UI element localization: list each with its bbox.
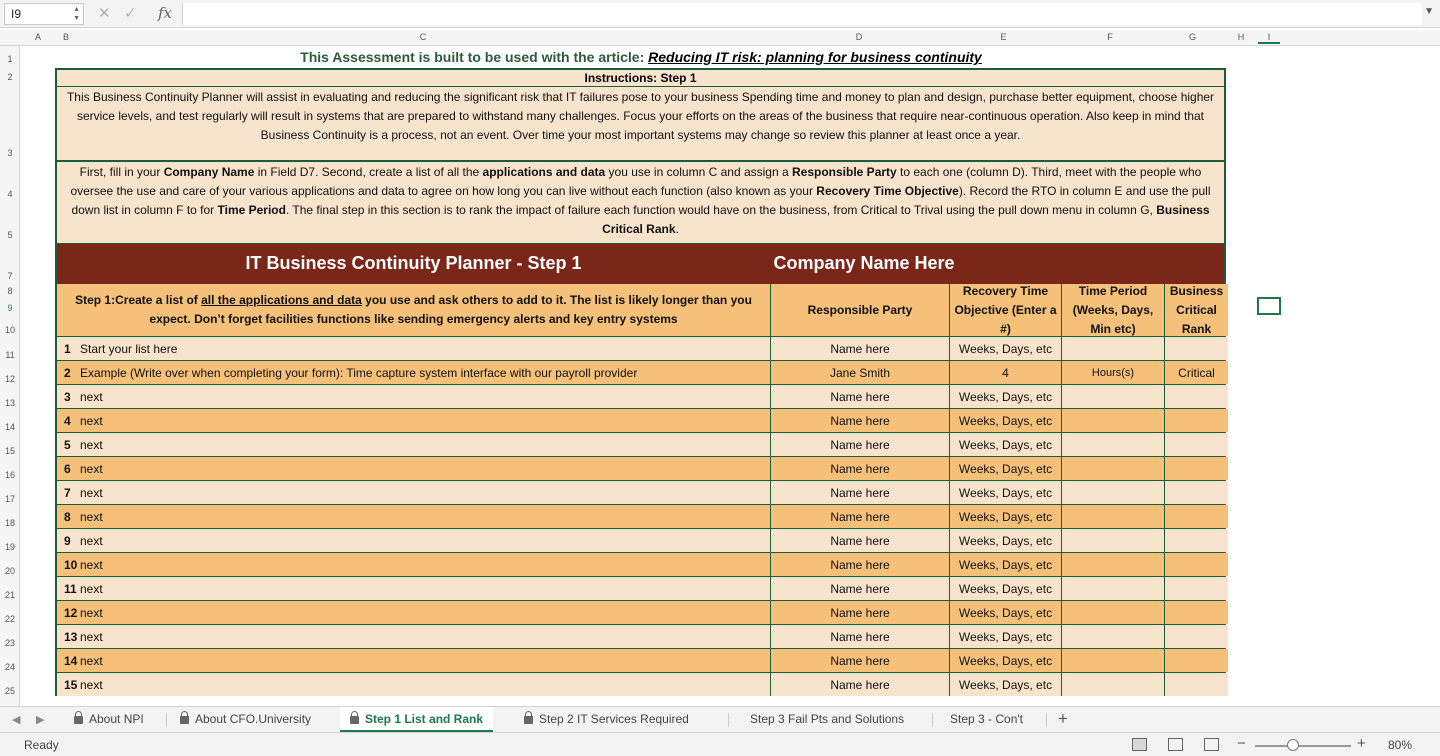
responsible-party-cell[interactable]: Name here [771, 529, 949, 552]
tab-divider [1046, 713, 1047, 727]
rto-cell[interactable]: Weeks, Days, etc [950, 337, 1061, 360]
row-number: 8 [64, 509, 71, 524]
column-header[interactable]: B [62, 32, 69, 42]
header-time-period[interactable]: Time Period (Weeks, Days, Min etc) [1062, 284, 1164, 336]
row-header[interactable]: 2 [7, 72, 13, 82]
column-header[interactable]: E [1000, 32, 1007, 42]
row-number: 5 [64, 437, 71, 452]
time-period-cell[interactable] [1062, 625, 1164, 648]
responsible-party-cell[interactable]: Name here [771, 649, 949, 672]
sheet-tabs-bar [0, 706, 1440, 732]
tab-divider [728, 713, 729, 727]
rto-cell[interactable]: Weeks, Days, etc [950, 577, 1061, 600]
tab-divider [932, 713, 933, 727]
row-header[interactable]: 4 [7, 189, 13, 199]
row-headers [0, 46, 20, 706]
row-header[interactable]: 13 [4, 398, 15, 408]
rto-cell[interactable]: Weeks, Days, etc [950, 625, 1061, 648]
critical-rank-cell[interactable] [1165, 385, 1228, 408]
row-header[interactable]: 16 [4, 470, 15, 480]
row-header[interactable]: 20 [4, 566, 15, 576]
responsible-party-cell[interactable]: Name here [771, 433, 949, 456]
name-box[interactable] [4, 3, 84, 25]
row-number: 9 [64, 533, 71, 548]
application-cell[interactable] [57, 337, 770, 360]
application-name: next [80, 677, 103, 692]
time-period-cell[interactable] [1062, 409, 1164, 432]
column-header[interactable]: D [855, 32, 863, 42]
tab-step-2-it-services[interactable] [514, 707, 699, 732]
rto-cell[interactable]: Weeks, Days, etc [950, 649, 1061, 672]
rto-cell[interactable]: Weeks, Days, etc [950, 505, 1061, 528]
column-header[interactable]: G [1188, 32, 1196, 42]
row-header[interactable]: 23 [4, 638, 15, 648]
critical-rank-cell[interactable] [1165, 673, 1228, 696]
row-header[interactable]: 15 [4, 446, 15, 456]
application-cell[interactable] [57, 433, 770, 456]
application-cell[interactable] [57, 481, 770, 504]
lock-icon [350, 716, 359, 724]
row-number: 11 [64, 581, 77, 596]
application-cell[interactable] [57, 625, 770, 648]
critical-rank-cell[interactable] [1165, 553, 1228, 576]
critical-rank-cell[interactable] [1165, 577, 1228, 600]
critical-rank-cell[interactable] [1165, 409, 1228, 432]
application-name: next [80, 437, 103, 452]
row-number: 14 [64, 653, 78, 668]
instr-bold: Business Critical Rank [602, 203, 1210, 236]
name-box-value: I9 [11, 7, 22, 21]
row-header[interactable]: 14 [4, 422, 15, 432]
instr-text: in Field D7. Second, create a list of all the [254, 165, 483, 179]
column-header[interactable]: I [1258, 32, 1280, 44]
time-period-cell[interactable] [1062, 481, 1164, 504]
formula-input[interactable] [182, 3, 1422, 25]
application-name: next [80, 557, 103, 572]
application-name: next [80, 653, 103, 668]
critical-rank-cell[interactable] [1165, 457, 1228, 480]
application-cell[interactable] [57, 457, 770, 480]
critical-rank-cell[interactable] [1165, 649, 1228, 672]
application-cell[interactable] [57, 505, 770, 528]
row-number: 4 [64, 413, 71, 428]
critical-rank-cell[interactable] [1165, 505, 1228, 528]
application-name: next [80, 629, 103, 644]
responsible-party-cell[interactable]: Name here [771, 457, 949, 480]
worksheet[interactable] [20, 46, 1440, 706]
article-title-link[interactable]: Reducing IT risk: planning for business continuity [648, 49, 982, 65]
row-number: 12 [64, 605, 78, 620]
responsible-party-cell[interactable]: Name here [771, 481, 949, 504]
instr-bold: Company Name [163, 165, 255, 179]
row-header[interactable]: 9 [7, 303, 13, 313]
row-header[interactable]: 18 [4, 518, 15, 528]
instr-text: . The final step in this section is to rank the impact of failure each function would have on the business, from Critical to Trival using the pull down menu in column G, [285, 203, 1157, 217]
column-header[interactable]: A [34, 32, 41, 42]
application-name: next [80, 485, 103, 500]
instructions-title: Instructions: Step 1 [57, 70, 1224, 87]
critical-rank-cell[interactable] [1165, 529, 1228, 552]
column-headers [0, 30, 1440, 46]
tab-divider [166, 713, 167, 727]
row-number: 7 [64, 485, 71, 500]
row-header[interactable]: 19 [4, 542, 15, 552]
row-number: 15 [64, 677, 78, 692]
critical-rank-cell[interactable] [1165, 481, 1228, 504]
normal-view-icon[interactable] [1132, 738, 1147, 751]
planner-rows [57, 336, 1224, 696]
critical-rank-cell[interactable] [1165, 337, 1228, 360]
row-header[interactable]: 12 [4, 374, 15, 384]
column-header[interactable]: F [1107, 32, 1113, 42]
application-cell[interactable] [57, 385, 770, 408]
row-header[interactable]: 7 [7, 271, 13, 281]
time-period-cell[interactable] [1062, 433, 1164, 456]
column-header[interactable]: C [419, 32, 427, 42]
application-cell[interactable] [57, 553, 770, 576]
application-name: next [80, 389, 103, 404]
tab-label: Step 3 - Con't [950, 712, 1023, 726]
instr-bold: Responsible Party [792, 165, 897, 179]
instr-bold: Recovery Time Objective [816, 184, 959, 198]
zoom-out-icon[interactable]: − [1237, 735, 1246, 752]
row-number: 6 [64, 461, 71, 476]
application-name: next [80, 533, 103, 548]
time-period-cell[interactable] [1062, 577, 1164, 600]
function-icon[interactable]: fx [158, 4, 173, 22]
rto-cell[interactable]: Weeks, Days, etc [950, 481, 1061, 504]
responsible-party-cell[interactable]: Name here [771, 673, 949, 696]
planner-title: IT Business Continuity Planner - Step 1 [245, 253, 582, 273]
row-header[interactable]: 25 [4, 686, 15, 696]
critical-rank-cell[interactable] [1165, 625, 1228, 648]
instr-bold: applications and data [482, 165, 606, 179]
row-number: 2 [64, 365, 71, 380]
tab-about-npi[interactable] [64, 707, 154, 732]
status-text: Ready [24, 738, 59, 752]
time-period-cell[interactable] [1062, 649, 1164, 672]
rto-cell[interactable]: Weeks, Days, etc [950, 433, 1061, 456]
rto-cell[interactable]: Weeks, Days, etc [950, 409, 1061, 432]
article-reference [56, 49, 1226, 65]
row-number: 13 [64, 629, 78, 644]
time-period-cell[interactable] [1062, 601, 1164, 624]
zoom-in-icon[interactable]: + [1357, 735, 1366, 752]
article-prefix: This Assessment is built to be used with the article: [300, 49, 649, 65]
header-text: you use and ask others to add to it. The list is likely longer than you expect. Don’t forget facilities functions like sending emergency alerts and key entry systems [149, 293, 752, 326]
check-icon[interactable]: ✓ [124, 5, 137, 22]
application-name: next [80, 413, 103, 428]
time-period-cell[interactable] [1062, 457, 1164, 480]
tab-label: Step 1 List and Rank [365, 712, 484, 726]
company-name-field[interactable]: Company Name Here [773, 253, 955, 273]
chevron-down-icon[interactable]: ▼ [1424, 6, 1434, 17]
responsible-party-cell[interactable]: Name here [771, 505, 949, 528]
application-cell[interactable] [57, 577, 770, 600]
rto-cell[interactable]: Weeks, Days, etc [950, 457, 1061, 480]
zoom-slider-handle[interactable] [1287, 739, 1299, 751]
header-underlined-text: all the applications and data [201, 293, 362, 307]
instr-text: First, fill in your [79, 165, 164, 179]
application-name: Example (Write over when completing your form): Time capture system interface with our payroll provider [80, 365, 638, 380]
column-header[interactable]: H [1237, 32, 1245, 42]
row-header[interactable]: 22 [4, 614, 15, 624]
responsible-party-cell[interactable]: Name here [771, 337, 949, 360]
tab-step-3-fail-points[interactable] [740, 707, 914, 732]
application-name: next [80, 509, 103, 524]
row-header[interactable]: 1 [7, 54, 13, 64]
responsible-party-cell[interactable]: Name here [771, 625, 949, 648]
critical-rank-cell[interactable] [1165, 601, 1228, 624]
responsible-party-cell[interactable]: Name here [771, 409, 949, 432]
tab-about-cfo-university[interactable] [170, 707, 321, 732]
instructions-paragraph-1: This Business Continuity Planner will assist in evaluating and reducing the significant risk that IT failures pose to your business Spending time and money to plan and design, purchase better equipment, choose higher service levels, and test regularly will result in systems that are prepared to withstand many challenges. Focus your efforts on the areas of the business that require near-continuous operation. Also keep in mind that Business Continuity is a process, not an event. Over time your most important systems may change so review this planner at least once a year. [57, 87, 1224, 162]
planner-frame [55, 68, 1226, 696]
row-header[interactable]: 21 [4, 590, 15, 600]
row-number: 1 [64, 341, 71, 356]
responsible-party-cell[interactable]: Name here [771, 577, 949, 600]
tab-step-1-list-and-rank[interactable] [340, 707, 493, 732]
instr-text: you use in column C and assign a [605, 165, 792, 179]
rto-cell[interactable]: 4 [950, 361, 1061, 384]
application-cell[interactable] [57, 361, 770, 384]
lock-icon [74, 716, 83, 724]
lock-icon [524, 716, 533, 724]
row-header[interactable]: 8 [7, 286, 13, 296]
header-text: Step 1:Create a list of [75, 293, 202, 307]
time-period-cell[interactable] [1062, 385, 1164, 408]
previous-sheet-icon[interactable]: ◀ [12, 714, 21, 726]
add-sheet-icon[interactable]: + [1058, 709, 1068, 728]
header-responsible-party[interactable]: Responsible Party [771, 284, 949, 336]
row-header[interactable]: 24 [4, 662, 15, 672]
rto-cell[interactable]: Weeks, Days, etc [950, 529, 1061, 552]
application-name: Start your list here [80, 341, 178, 356]
planner-title-bar [57, 244, 1224, 284]
application-name: next [80, 581, 103, 596]
time-period-cell[interactable] [1062, 553, 1164, 576]
application-cell[interactable] [57, 649, 770, 672]
instructions-paragraph-2 [57, 162, 1224, 244]
application-name: next [80, 605, 103, 620]
application-name: next [80, 461, 103, 476]
row-number: 10 [64, 557, 78, 572]
responsible-party-cell[interactable]: Name here [771, 385, 949, 408]
responsible-party-cell[interactable]: Name here [771, 553, 949, 576]
application-cell[interactable] [57, 529, 770, 552]
application-cell[interactable] [57, 409, 770, 432]
formula-bar [0, 0, 1440, 28]
time-period-cell[interactable] [1062, 337, 1164, 360]
zoom-level[interactable]: 80% [1388, 738, 1413, 752]
page-layout-view-icon[interactable] [1168, 738, 1183, 751]
zoom-slider[interactable] [1255, 745, 1351, 747]
header-critical-rank[interactable]: Business Critical Rank [1165, 284, 1228, 336]
row-number: 3 [64, 389, 71, 404]
close-icon[interactable]: ✕ [98, 5, 111, 22]
critical-rank-cell[interactable] [1165, 433, 1228, 456]
time-period-cell[interactable] [1062, 673, 1164, 696]
application-cell[interactable] [57, 673, 770, 696]
status-bar [0, 732, 1440, 756]
tab-label: About NPI [89, 712, 144, 726]
header-rto[interactable]: Recovery Time Objective (Enter a #) [950, 284, 1061, 336]
tab-label: Step 3 Fail Pts and Solutions [750, 712, 905, 726]
time-period-cell[interactable] [1062, 505, 1164, 528]
lock-icon [180, 716, 189, 724]
instr-bold: Time Period [217, 203, 286, 217]
rto-cell[interactable]: Weeks, Days, etc [950, 385, 1061, 408]
time-period-cell[interactable] [1062, 529, 1164, 552]
instr-text: to each one (column D). Third, meet with the people who oversee the use and care of your various applications and data to agree on how long you can live without each function (also known as your [70, 165, 1202, 198]
row-header[interactable]: 17 [4, 494, 15, 504]
time-period-cell[interactable]: Hours(s) [1062, 361, 1164, 384]
row-header[interactable]: 5 [7, 230, 13, 240]
responsible-party-cell[interactable]: Jane Smith [771, 361, 949, 384]
instr-text: . [675, 222, 679, 236]
selected-cell[interactable] [1257, 297, 1281, 315]
instr-text: ). Record the RTO in column E and use the pull down list in column F to for [71, 184, 1211, 217]
page-break-view-icon[interactable] [1204, 738, 1219, 751]
rto-cell[interactable]: Weeks, Days, etc [950, 553, 1061, 576]
row-header[interactable]: 3 [7, 148, 13, 158]
rto-cell[interactable]: Weeks, Days, etc [950, 673, 1061, 696]
responsible-party-cell[interactable]: Name here [771, 601, 949, 624]
header-applications[interactable] [57, 284, 770, 336]
next-sheet-icon[interactable]: ▶ [36, 714, 45, 726]
application-cell[interactable] [57, 601, 770, 624]
rto-cell[interactable]: Weeks, Days, etc [950, 601, 1061, 624]
tab-label: Step 2 IT Services Required [539, 712, 689, 726]
row-header[interactable]: 11 [5, 350, 15, 360]
critical-rank-cell[interactable]: Critical [1165, 361, 1228, 384]
planner-table [57, 284, 1224, 336]
tab-step-3-cont[interactable] [940, 707, 1033, 732]
row-header[interactable]: 10 [4, 325, 15, 335]
tab-label: About CFO.University [195, 712, 312, 726]
name-box-stepper-icon[interactable]: ▲ ▼ [73, 6, 80, 22]
